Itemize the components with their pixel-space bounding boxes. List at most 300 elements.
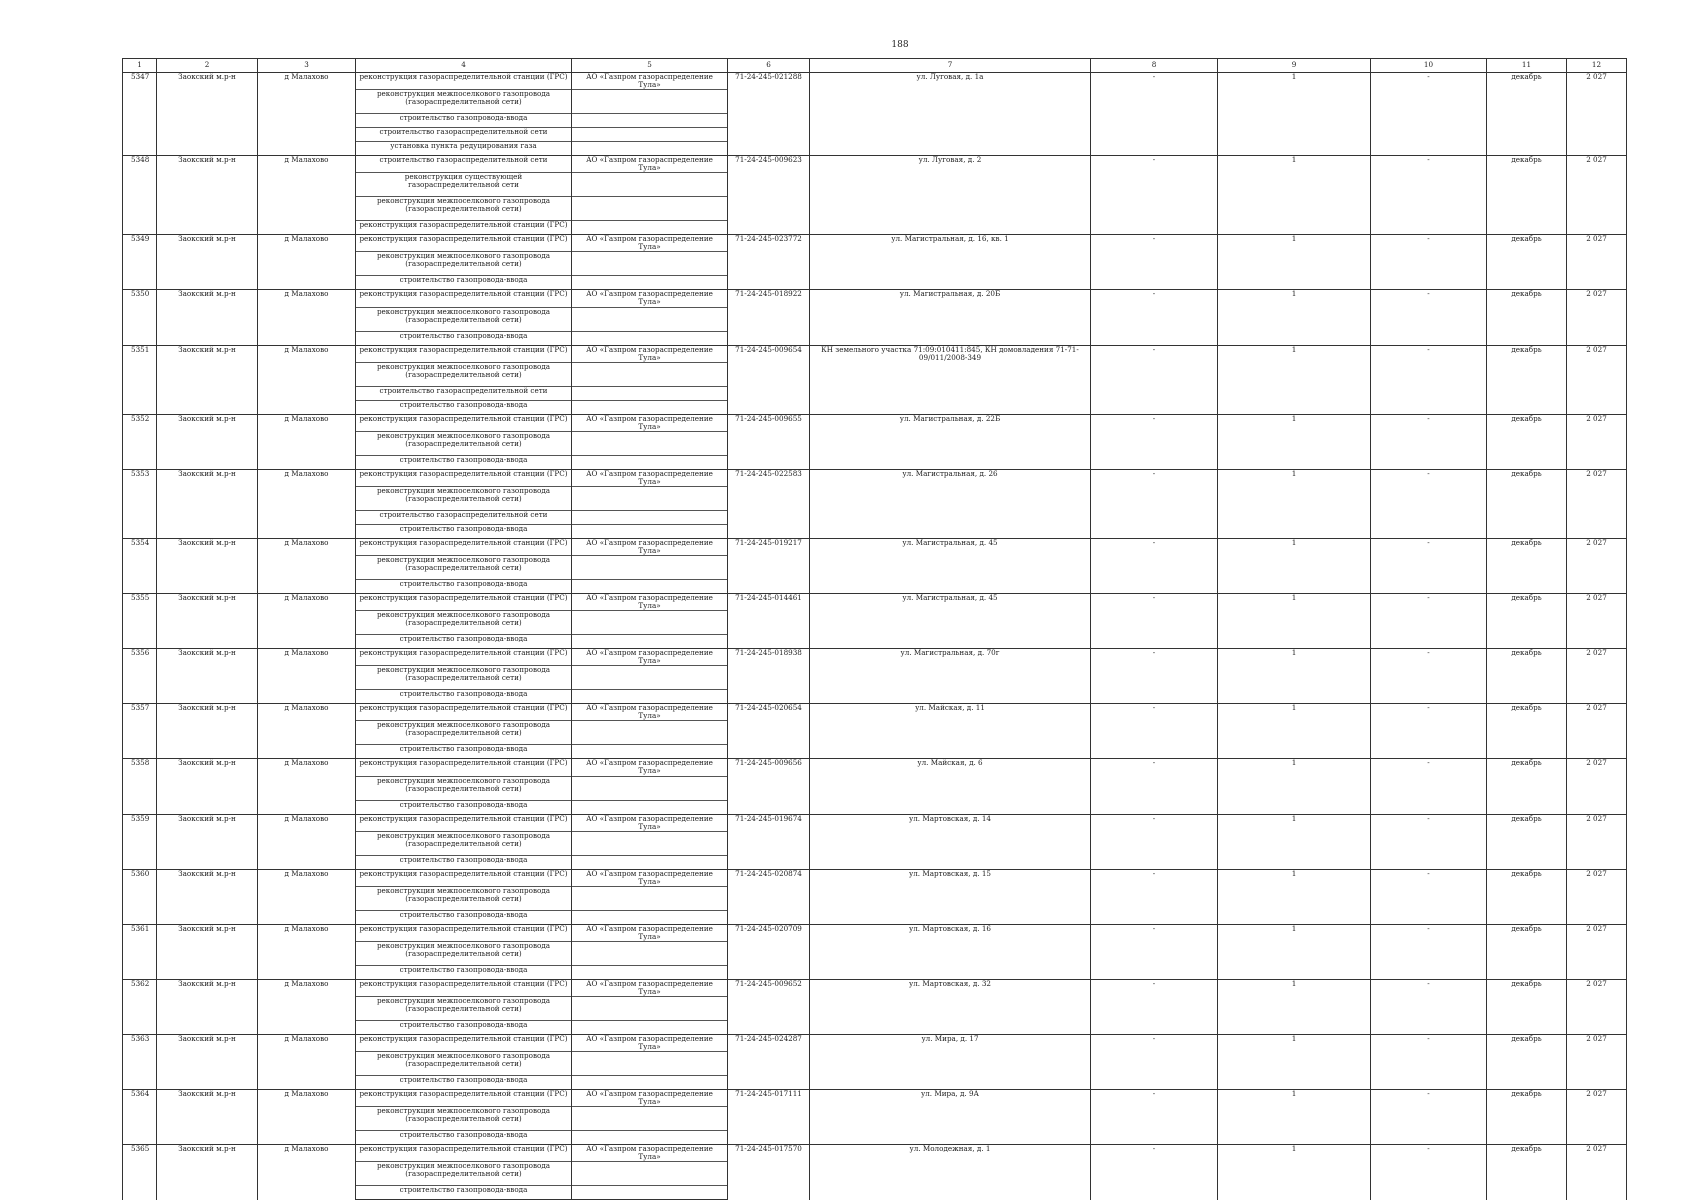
column-8-cell: - — [1091, 594, 1218, 649]
organization-cell-empty — [572, 886, 728, 910]
row-number: 5365 — [123, 1145, 157, 1200]
district-cell: Заокский м.р-н — [157, 594, 258, 649]
work-type-cell: реконструкция газораспределительной станции (ГРС) — [356, 345, 572, 362]
month-cell: декабрь — [1487, 649, 1567, 704]
work-type-cell: реконструкция газораспределительной станции (ГРС) — [356, 704, 572, 721]
work-type-cell: строительство газораспределительной сети — [356, 510, 572, 524]
column-10-cell: - — [1371, 290, 1487, 345]
column-header-12: 12 — [1567, 59, 1627, 73]
month-cell: декабрь — [1487, 814, 1567, 869]
month-cell: декабрь — [1487, 759, 1567, 814]
locality-cell: д Малахово — [258, 1090, 356, 1145]
table-row — [123, 73, 1627, 90]
organization-cell: АО «Газпром газораспределение Тула» — [572, 869, 728, 886]
column-8-cell: - — [1091, 704, 1218, 759]
work-type-cell: реконструкция межпоселкового газопровода (газораспределительной сети) — [356, 831, 572, 855]
row-number: 5356 — [123, 649, 157, 704]
object-code-cell: 71-24-245-020874 — [728, 869, 810, 924]
address-cell: ул. Майская, д. 6 — [810, 759, 1091, 814]
work-type-cell: реконструкция межпоселкового газопровода (газораспределительной сети) — [356, 252, 572, 276]
organization-cell-empty — [572, 776, 728, 800]
work-type-cell: реконструкция межпоселкового газопровода (газораспределительной сети) — [356, 197, 572, 221]
row-number: 5354 — [123, 538, 157, 593]
column-9-cell: 1 — [1218, 1145, 1371, 1200]
month-cell: декабрь — [1487, 156, 1567, 235]
column-8-cell: - — [1091, 759, 1218, 814]
organization-cell-empty — [572, 1162, 728, 1186]
district-cell: Заокский м.р-н — [157, 869, 258, 924]
organization-cell: АО «Газпром газораспределение Тула» — [572, 649, 728, 666]
object-code-cell: 71-24-245-019674 — [728, 814, 810, 869]
column-8-cell: - — [1091, 345, 1218, 414]
organization-cell: АО «Газпром газораспределение Тула» — [572, 73, 728, 90]
organization-cell-empty — [572, 455, 728, 469]
year-cell: 2 027 — [1567, 814, 1627, 869]
address-cell: ул. Мартовская, д. 32 — [810, 979, 1091, 1034]
column-8-cell: - — [1091, 649, 1218, 704]
organization-cell-empty — [572, 510, 728, 524]
work-type-cell: реконструкция межпоселкового газопровода (газораспределительной сети) — [356, 721, 572, 745]
work-type-cell: строительство газопровода-ввода — [356, 400, 572, 414]
organization-cell-empty — [572, 142, 728, 156]
address-cell: ул. Магистральная, д. 45 — [810, 594, 1091, 649]
month-cell: декабрь — [1487, 235, 1567, 290]
work-type-cell: реконструкция газораспределительной станции (ГРС) — [356, 814, 572, 831]
column-10-cell: - — [1371, 759, 1487, 814]
locality-cell: д Малахово — [258, 538, 356, 593]
locality-cell: д Малахово — [258, 979, 356, 1034]
organization-cell-empty — [572, 173, 728, 197]
column-8-cell: - — [1091, 1090, 1218, 1145]
organization-cell-empty — [572, 721, 728, 745]
column-8-cell: - — [1091, 235, 1218, 290]
work-type-cell: реконструкция газораспределительной станции (ГРС) — [356, 469, 572, 486]
work-type-cell: реконструкция межпоселкового газопровода (газораспределительной сети) — [356, 1052, 572, 1076]
table-row — [123, 979, 1627, 996]
object-code-cell: 71-24-245-021288 — [728, 73, 810, 156]
district-cell: Заокский м.р-н — [157, 73, 258, 156]
address-cell: ул. Луговая, д. 2 — [810, 156, 1091, 235]
row-number: 5357 — [123, 704, 157, 759]
column-8-cell: - — [1091, 290, 1218, 345]
table-row — [123, 538, 1627, 555]
column-header-9: 9 — [1218, 59, 1371, 73]
year-cell: 2 027 — [1567, 538, 1627, 593]
work-type-cell: строительство газопровода-ввода — [356, 965, 572, 979]
locality-cell: д Малахово — [258, 345, 356, 414]
column-8-cell: - — [1091, 1035, 1218, 1090]
column-header-8: 8 — [1091, 59, 1218, 73]
row-number: 5358 — [123, 759, 157, 814]
year-cell: 2 027 — [1567, 979, 1627, 1034]
table-header — [123, 59, 1627, 73]
work-type-cell: реконструкция газораспределительной станции (ГРС) — [356, 235, 572, 252]
month-cell: декабрь — [1487, 73, 1567, 156]
table-row — [123, 1145, 1627, 1162]
row-number: 5360 — [123, 869, 157, 924]
column-9-cell: 1 — [1218, 924, 1371, 979]
row-number: 5348 — [123, 156, 157, 235]
organization-cell-empty — [572, 197, 728, 221]
column-9-cell: 1 — [1218, 704, 1371, 759]
work-type-cell: реконструкция межпоселкового газопровода (газораспределительной сети) — [356, 90, 572, 114]
page-number: 188 — [891, 40, 909, 50]
organization-cell-empty — [572, 580, 728, 594]
address-cell: ул. Мира, д. 9А — [810, 1090, 1091, 1145]
district-cell: Заокский м.р-н — [157, 704, 258, 759]
column-9-cell: 1 — [1218, 814, 1371, 869]
work-type-cell: реконструкция газораспределительной станции (ГРС) — [356, 290, 572, 307]
district-cell: Заокский м.р-н — [157, 414, 258, 469]
year-cell: 2 027 — [1567, 235, 1627, 290]
work-type-cell: реконструкция межпоселкового газопровода (газораспределительной сети) — [356, 556, 572, 580]
locality-cell: д Малахово — [258, 73, 356, 156]
month-cell: декабрь — [1487, 345, 1567, 414]
organization-cell-empty — [572, 524, 728, 538]
work-type-cell: строительство газопровода-ввода — [356, 800, 572, 814]
organization-cell: АО «Газпром газораспределение Тула» — [572, 704, 728, 721]
locality-cell: д Малахово — [258, 924, 356, 979]
work-type-cell: реконструкция газораспределительной станции (ГРС) — [356, 414, 572, 431]
table-row — [123, 1090, 1627, 1107]
organization-cell-empty — [572, 1052, 728, 1076]
work-type-cell: строительство газопровода-ввода — [356, 455, 572, 469]
object-code-cell: 71-24-245-022583 — [728, 469, 810, 538]
month-cell: декабрь — [1487, 469, 1567, 538]
year-cell: 2 027 — [1567, 1145, 1627, 1200]
year-cell: 2 027 — [1567, 924, 1627, 979]
column-9-cell: 1 — [1218, 345, 1371, 414]
address-cell: ул. Магистральная, д. 20Б — [810, 290, 1091, 345]
organization-cell: АО «Газпром газораспределение Тула» — [572, 814, 728, 831]
work-type-cell: реконструкция газораспределительной станции (ГРС) — [356, 1090, 572, 1107]
column-8-cell: - — [1091, 979, 1218, 1034]
table-row — [123, 345, 1627, 362]
column-header-4: 4 — [356, 59, 572, 73]
column-10-cell: - — [1371, 704, 1487, 759]
work-type-cell: строительство газопровода-ввода — [356, 855, 572, 869]
column-9-cell: 1 — [1218, 414, 1371, 469]
gasification-table — [122, 58, 1627, 1200]
work-type-cell: реконструкция межпоселкового газопровода (газораспределительной сети) — [356, 941, 572, 965]
organization-cell-empty — [572, 90, 728, 114]
column-9-cell: 1 — [1218, 538, 1371, 593]
work-type-cell: реконструкция существующей газораспределительной сети — [356, 173, 572, 197]
month-cell: декабрь — [1487, 594, 1567, 649]
header-row — [123, 59, 1627, 73]
address-cell: ул. Луговая, д. 1а — [810, 73, 1091, 156]
column-9-cell: 1 — [1218, 469, 1371, 538]
year-cell: 2 027 — [1567, 414, 1627, 469]
locality-cell: д Малахово — [258, 290, 356, 345]
object-code-cell: 71-24-245-020654 — [728, 704, 810, 759]
month-cell: декабрь — [1487, 414, 1567, 469]
organization-cell-empty — [572, 1021, 728, 1035]
row-number: 5353 — [123, 469, 157, 538]
organization-cell: АО «Газпром газораспределение Тула» — [572, 235, 728, 252]
organization-cell-empty — [572, 1131, 728, 1145]
table-row — [123, 924, 1627, 941]
table-row — [123, 649, 1627, 666]
work-type-cell: реконструкция межпоселкового газопровода (газораспределительной сети) — [356, 611, 572, 635]
work-type-cell: строительство газораспределительной сети — [356, 156, 572, 173]
month-cell: декабрь — [1487, 290, 1567, 345]
column-9-cell: 1 — [1218, 1090, 1371, 1145]
column-8-cell: - — [1091, 924, 1218, 979]
column-10-cell: - — [1371, 869, 1487, 924]
column-10-cell: - — [1371, 73, 1487, 156]
column-10-cell: - — [1371, 414, 1487, 469]
row-number: 5347 — [123, 73, 157, 156]
organization-cell-empty — [572, 910, 728, 924]
work-type-cell: реконструкция газораспределительной станции (ГРС) — [356, 221, 572, 235]
column-10-cell: - — [1371, 235, 1487, 290]
work-type-cell: строительство газопровода-ввода — [356, 635, 572, 649]
month-cell: декабрь — [1487, 1145, 1567, 1200]
locality-cell: д Малахово — [258, 156, 356, 235]
organization-cell-empty — [572, 690, 728, 704]
table-row — [123, 759, 1627, 776]
year-cell: 2 027 — [1567, 594, 1627, 649]
organization-cell: АО «Газпром газораспределение Тула» — [572, 1145, 728, 1162]
table-body — [123, 73, 1627, 1200]
month-cell: декабрь — [1487, 538, 1567, 593]
object-code-cell: 71-24-245-020709 — [728, 924, 810, 979]
year-cell: 2 027 — [1567, 704, 1627, 759]
column-9-cell: 1 — [1218, 594, 1371, 649]
locality-cell: д Малахово — [258, 594, 356, 649]
district-cell: Заокский м.р-н — [157, 235, 258, 290]
work-type-cell: строительство газопровода-ввода — [356, 1131, 572, 1145]
locality-cell: д Малахово — [258, 759, 356, 814]
organization-cell-empty — [572, 997, 728, 1021]
district-cell: Заокский м.р-н — [157, 979, 258, 1034]
column-10-cell: - — [1371, 345, 1487, 414]
work-type-cell: реконструкция газораспределительной станции (ГРС) — [356, 924, 572, 941]
column-10-cell: - — [1371, 1145, 1487, 1200]
column-9-cell: 1 — [1218, 73, 1371, 156]
address-cell: ул. Магистральная, д. 70г — [810, 649, 1091, 704]
district-cell: Заокский м.р-н — [157, 538, 258, 593]
organization-cell-empty — [572, 400, 728, 414]
locality-cell: д Малахово — [258, 469, 356, 538]
work-type-cell: реконструкция газораспределительной станции (ГРС) — [356, 979, 572, 996]
district-cell: Заокский м.р-н — [157, 649, 258, 704]
work-type-cell: строительство газопровода-ввода — [356, 331, 572, 345]
table-row — [123, 594, 1627, 611]
organization-cell-empty — [572, 114, 728, 128]
object-code-cell: 71-24-245-024287 — [728, 1035, 810, 1090]
work-type-cell: строительство газопровода-ввода — [356, 114, 572, 128]
organization-cell: АО «Газпром газораспределение Тула» — [572, 759, 728, 776]
organization-cell-empty — [572, 745, 728, 759]
column-8-cell: - — [1091, 1145, 1218, 1200]
district-cell: Заокский м.р-н — [157, 924, 258, 979]
organization-cell-empty — [572, 635, 728, 649]
locality-cell: д Малахово — [258, 1035, 356, 1090]
organization-cell: АО «Газпром газораспределение Тула» — [572, 156, 728, 173]
organization-cell: АО «Газпром газораспределение Тула» — [572, 469, 728, 486]
organization-cell-empty — [572, 128, 728, 142]
organization-cell: АО «Газпром газораспределение Тула» — [572, 345, 728, 362]
work-type-cell: реконструкция межпоселкового газопровода (газораспределительной сети) — [356, 776, 572, 800]
district-cell: Заокский м.р-н — [157, 814, 258, 869]
district-cell: Заокский м.р-н — [157, 1035, 258, 1090]
row-number: 5350 — [123, 290, 157, 345]
column-10-cell: - — [1371, 814, 1487, 869]
column-8-cell: - — [1091, 869, 1218, 924]
column-header-6: 6 — [728, 59, 810, 73]
column-10-cell: - — [1371, 649, 1487, 704]
table-row — [123, 869, 1627, 886]
column-8-cell: - — [1091, 538, 1218, 593]
work-type-cell: реконструкция газораспределительной станции (ГРС) — [356, 538, 572, 555]
address-cell: ул. Магистральная, д. 16, кв. 1 — [810, 235, 1091, 290]
row-number: 5362 — [123, 979, 157, 1034]
address-cell: ул. Молодежная, д. 1 — [810, 1145, 1091, 1200]
organization-cell-empty — [572, 666, 728, 690]
table-row — [123, 235, 1627, 252]
organization-cell-empty — [572, 965, 728, 979]
row-number: 5349 — [123, 235, 157, 290]
organization-cell-empty — [572, 941, 728, 965]
work-type-cell: реконструкция межпоселкового газопровода (газораспределительной сети) — [356, 1107, 572, 1131]
row-number: 5363 — [123, 1035, 157, 1090]
month-cell: декабрь — [1487, 979, 1567, 1034]
locality-cell: д Малахово — [258, 814, 356, 869]
object-code-cell: 71-24-245-017570 — [728, 1145, 810, 1200]
table-row — [123, 290, 1627, 307]
organization-cell-empty — [572, 307, 728, 331]
work-type-cell: реконструкция газораспределительной станции (ГРС) — [356, 869, 572, 886]
column-10-cell: - — [1371, 1035, 1487, 1090]
locality-cell: д Малахово — [258, 704, 356, 759]
table-row — [123, 414, 1627, 431]
column-8-cell: - — [1091, 814, 1218, 869]
work-type-cell: строительство газопровода-ввода — [356, 1186, 572, 1200]
work-type-cell: строительство газопровода-ввода — [356, 524, 572, 538]
organization-cell-empty — [572, 611, 728, 635]
work-type-cell: реконструкция межпоселкового газопровода (газораспределительной сети) — [356, 1162, 572, 1186]
object-code-cell: 71-24-245-009652 — [728, 979, 810, 1034]
object-code-cell: 71-24-245-009654 — [728, 345, 810, 414]
object-code-cell: 71-24-245-017111 — [728, 1090, 810, 1145]
row-number: 5361 — [123, 924, 157, 979]
column-10-cell: - — [1371, 469, 1487, 538]
column-9-cell: 1 — [1218, 1035, 1371, 1090]
district-cell: Заокский м.р-н — [157, 345, 258, 414]
organization-cell-empty — [572, 1076, 728, 1090]
year-cell: 2 027 — [1567, 469, 1627, 538]
column-10-cell: - — [1371, 979, 1487, 1034]
locality-cell: д Малахово — [258, 414, 356, 469]
table-row — [123, 469, 1627, 486]
object-code-cell: 71-24-245-009656 — [728, 759, 810, 814]
address-cell: ул. Магистральная, д. 22Б — [810, 414, 1091, 469]
object-code-cell: 71-24-245-009655 — [728, 414, 810, 469]
organization-cell-empty — [572, 486, 728, 510]
locality-cell: д Малахово — [258, 869, 356, 924]
address-cell: ул. Майская, д. 11 — [810, 704, 1091, 759]
organization-cell-empty — [572, 855, 728, 869]
organization-cell: АО «Газпром газораспределение Тула» — [572, 594, 728, 611]
object-code-cell: 71-24-245-023772 — [728, 235, 810, 290]
column-10-cell: - — [1371, 156, 1487, 235]
table-row — [123, 156, 1627, 173]
column-8-cell: - — [1091, 73, 1218, 156]
year-cell: 2 027 — [1567, 290, 1627, 345]
column-10-cell: - — [1371, 1090, 1487, 1145]
object-code-cell: 71-24-245-009623 — [728, 156, 810, 235]
month-cell: декабрь — [1487, 924, 1567, 979]
work-type-cell: реконструкция межпоселкового газопровода (газораспределительной сети) — [356, 997, 572, 1021]
organization-cell-empty — [572, 331, 728, 345]
year-cell: 2 027 — [1567, 759, 1627, 814]
table-row — [123, 704, 1627, 721]
year-cell: 2 027 — [1567, 73, 1627, 156]
column-10-cell: - — [1371, 924, 1487, 979]
object-code-cell: 71-24-245-018922 — [728, 290, 810, 345]
work-type-cell: реконструкция газораспределительной станции (ГРС) — [356, 1145, 572, 1162]
year-cell: 2 027 — [1567, 156, 1627, 235]
district-cell: Заокский м.р-н — [157, 759, 258, 814]
column-8-cell: - — [1091, 469, 1218, 538]
work-type-cell: реконструкция межпоселкового газопровода (газораспределительной сети) — [356, 362, 572, 386]
address-cell: ул. Мартовская, д. 14 — [810, 814, 1091, 869]
work-type-cell: строительство газораспределительной сети — [356, 128, 572, 142]
organization-cell: АО «Газпром газораспределение Тула» — [572, 538, 728, 555]
work-type-cell: реконструкция газораспределительной станции (ГРС) — [356, 594, 572, 611]
work-type-cell: строительство газопровода-ввода — [356, 580, 572, 594]
column-header-1: 1 — [123, 59, 157, 73]
column-8-cell: - — [1091, 414, 1218, 469]
column-10-cell: - — [1371, 594, 1487, 649]
address-cell: ул. Мартовская, д. 16 — [810, 924, 1091, 979]
work-type-cell: строительство газопровода-ввода — [356, 745, 572, 759]
month-cell: декабрь — [1487, 869, 1567, 924]
column-header-3: 3 — [258, 59, 356, 73]
year-cell: 2 027 — [1567, 869, 1627, 924]
work-type-cell: реконструкция газораспределительной станции (ГРС) — [356, 73, 572, 90]
district-cell: Заокский м.р-н — [157, 469, 258, 538]
organization-cell-empty — [572, 221, 728, 235]
year-cell: 2 027 — [1567, 1035, 1627, 1090]
row-number: 5351 — [123, 345, 157, 414]
organization-cell: АО «Газпром газораспределение Тула» — [572, 290, 728, 307]
address-cell: ул. Мира, д. 17 — [810, 1035, 1091, 1090]
column-9-cell: 1 — [1218, 649, 1371, 704]
address-cell: ул. Магистральная, д. 26 — [810, 469, 1091, 538]
table-row — [123, 1035, 1627, 1052]
work-type-cell: реконструкция межпоселкового газопровода (газораспределительной сети) — [356, 886, 572, 910]
work-type-cell: строительство газопровода-ввода — [356, 276, 572, 290]
organization-cell-empty — [572, 556, 728, 580]
work-type-cell: реконструкция межпоселкового газопровода (газораспределительной сети) — [356, 666, 572, 690]
column-9-cell: 1 — [1218, 869, 1371, 924]
work-type-cell: установка пункта редуцирования газа — [356, 142, 572, 156]
column-header-2: 2 — [157, 59, 258, 73]
address-cell: КН земельного участка 71:09:010411:845, КН домовладения 71-71-09/011/2008-349 — [810, 345, 1091, 414]
work-type-cell: строительство газопровода-ввода — [356, 910, 572, 924]
month-cell: декабрь — [1487, 1035, 1567, 1090]
column-header-10: 10 — [1371, 59, 1487, 73]
column-9-cell: 1 — [1218, 235, 1371, 290]
organization-cell: АО «Газпром газораспределение Тула» — [572, 979, 728, 996]
row-number: 5352 — [123, 414, 157, 469]
organization-cell-empty — [572, 252, 728, 276]
work-type-cell: строительство газопровода-ввода — [356, 1076, 572, 1090]
row-number: 5364 — [123, 1090, 157, 1145]
